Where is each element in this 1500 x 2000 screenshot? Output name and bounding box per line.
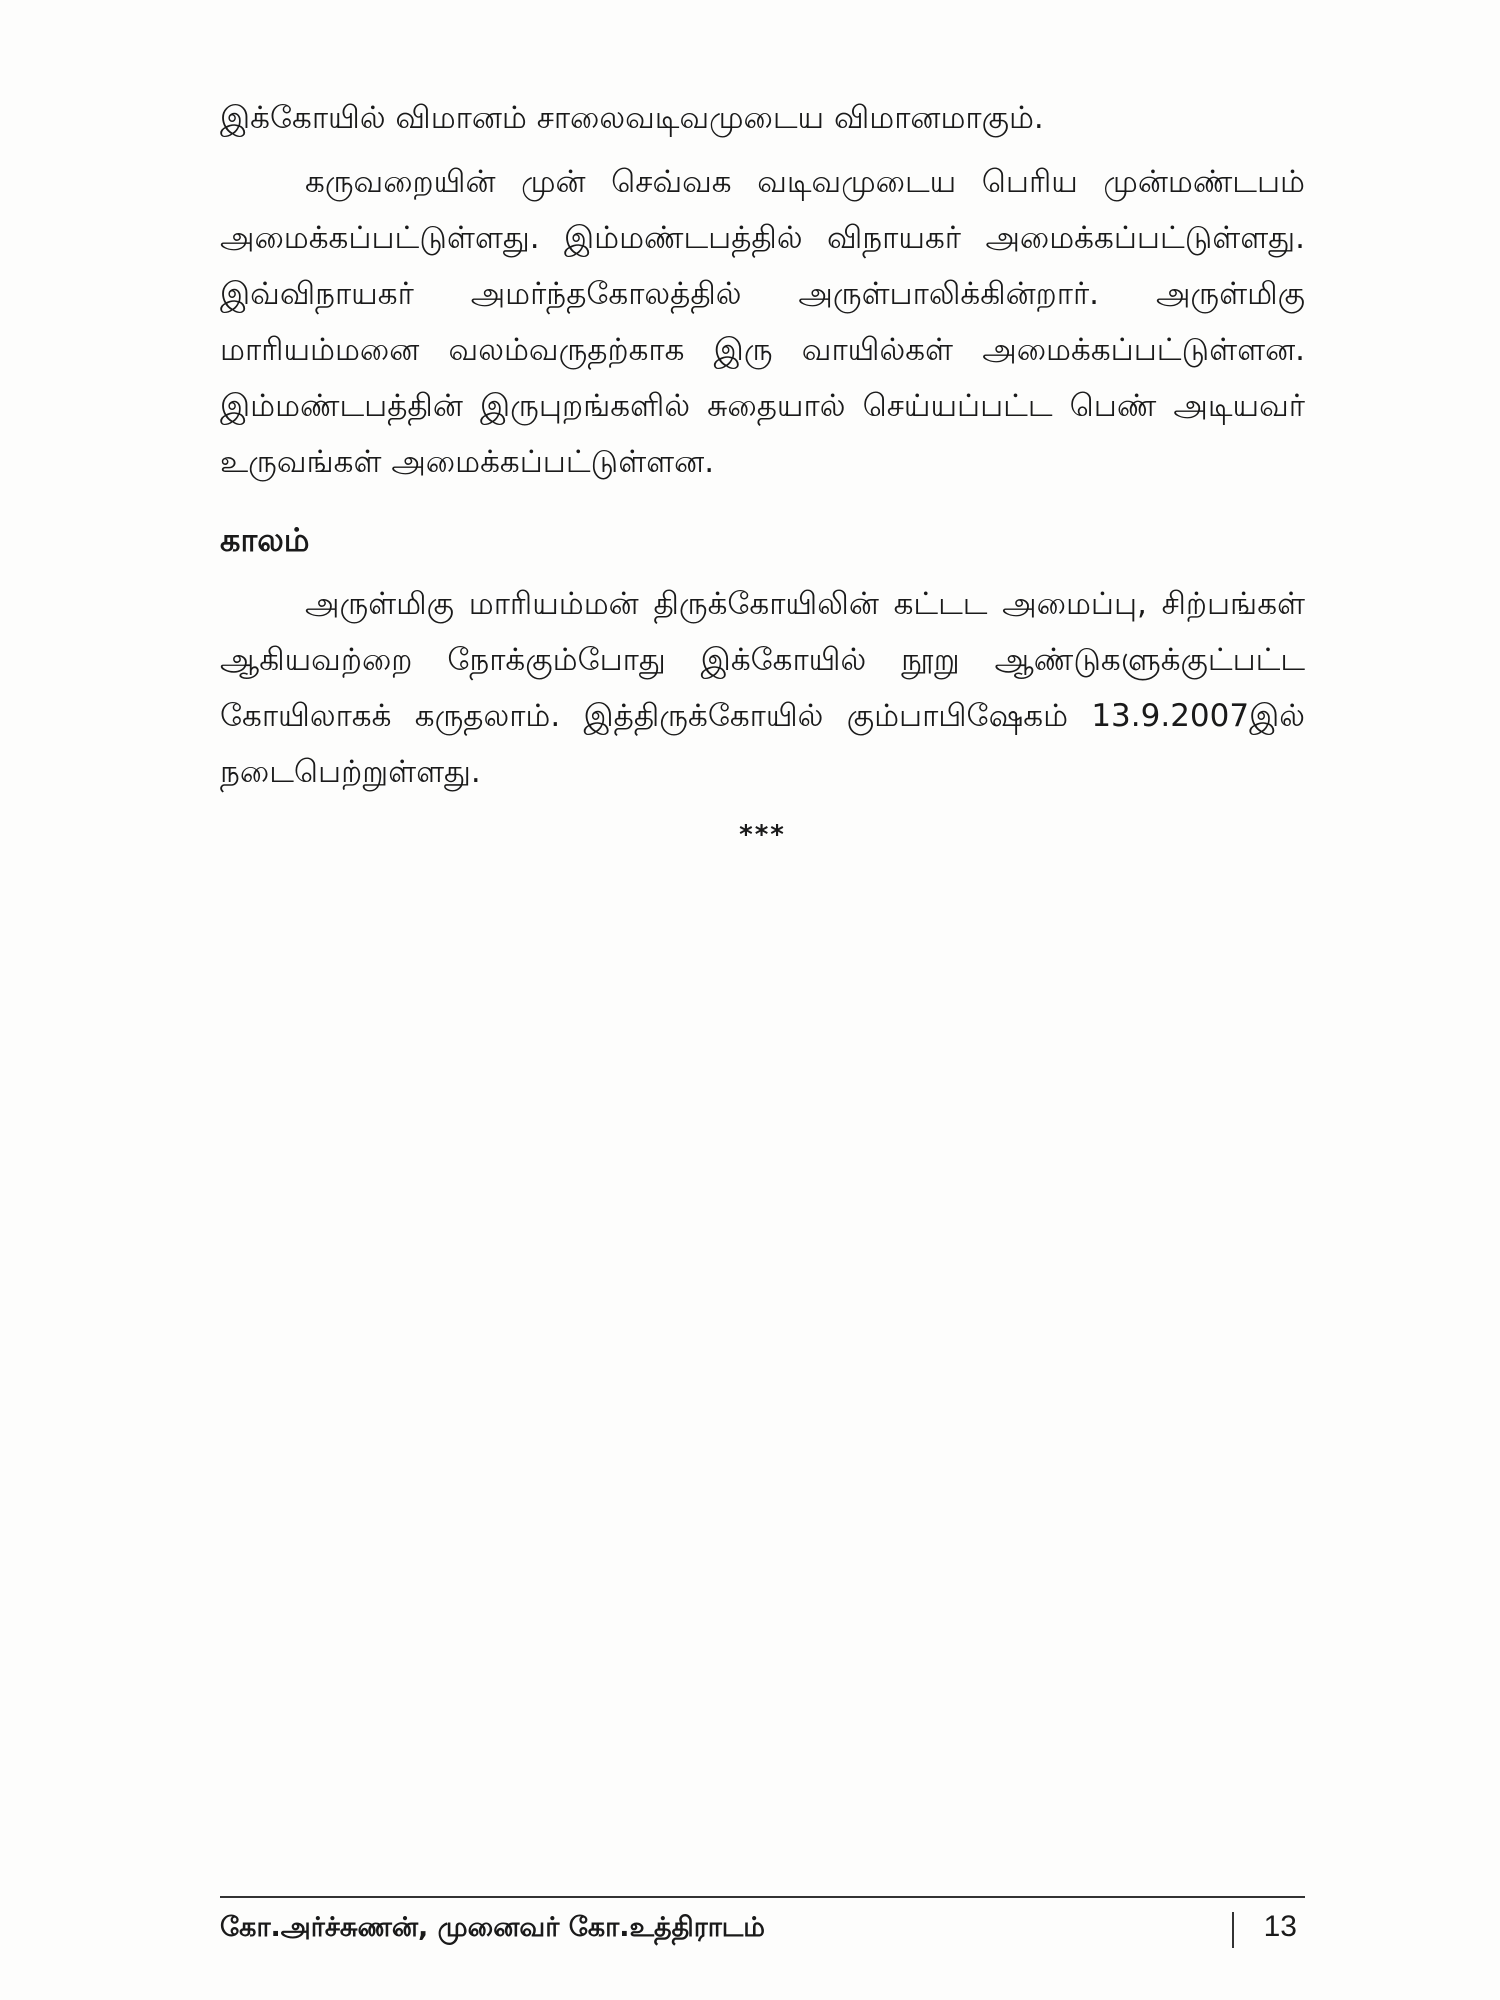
section-separator: *** <box>739 820 786 850</box>
footer-separator <box>1232 1912 1234 1948</box>
paragraph-mandapam: கருவறையின் முன் செவ்வக வடிவமுடைய பெரிய முன்மண்டபம் அமைக்கப்பட்டுள்ளது. இம்மண்டபத்தில் விநாயகர் அமைக்கப்பட்டுள்ளது. இவ்விநாயகர் அமர்ந்தகோலத்தில் அருள்பாலிக்கின்றார். அருள்மிகு மாரியம்மனை வலம்வருதற்காக இரு வாயில்கள் அமைக்கப்பட்டுள்ளன. இம்மண்டபத்தின் இருபுறங்களில் சுதையால் செய்யப்பட்ட பெண் அடியவர் உருவங்கள் அமைக்கப்பட்டுள்ளன. <box>220 164 1305 480</box>
section-heading-kaalam: காலம் <box>220 521 310 559</box>
footer-authors: கோ.அர்ச்சுணன், முனைவர் கோ.உத்திராடம் <box>220 1912 766 1943</box>
page-number: 13 <box>1263 1910 1297 1943</box>
paragraph-vimanam: இக்கோயில் விமானம் சாலைவடிவமுடைய விமானமாகும். <box>220 100 1044 136</box>
page-footer <box>220 1906 1305 1956</box>
footer-rule <box>220 1896 1305 1898</box>
paragraph-kaalam: அருள்மிகு மாரியம்மன் திருக்கோயிலின் கட்டட அமைப்பு, சிற்பங்கள் ஆகியவற்றை நோக்கும்போது இக்கோயில் நூறு ஆண்டுகளுக்குட்பட்ட கோயிலாகக் கருதலாம். இத்திருக்கோயில் கும்பாபிஷேகம் 13.9.2007இல் நடைபெற்றுள்ளது. <box>220 586 1305 790</box>
page-content <box>220 90 1305 850</box>
